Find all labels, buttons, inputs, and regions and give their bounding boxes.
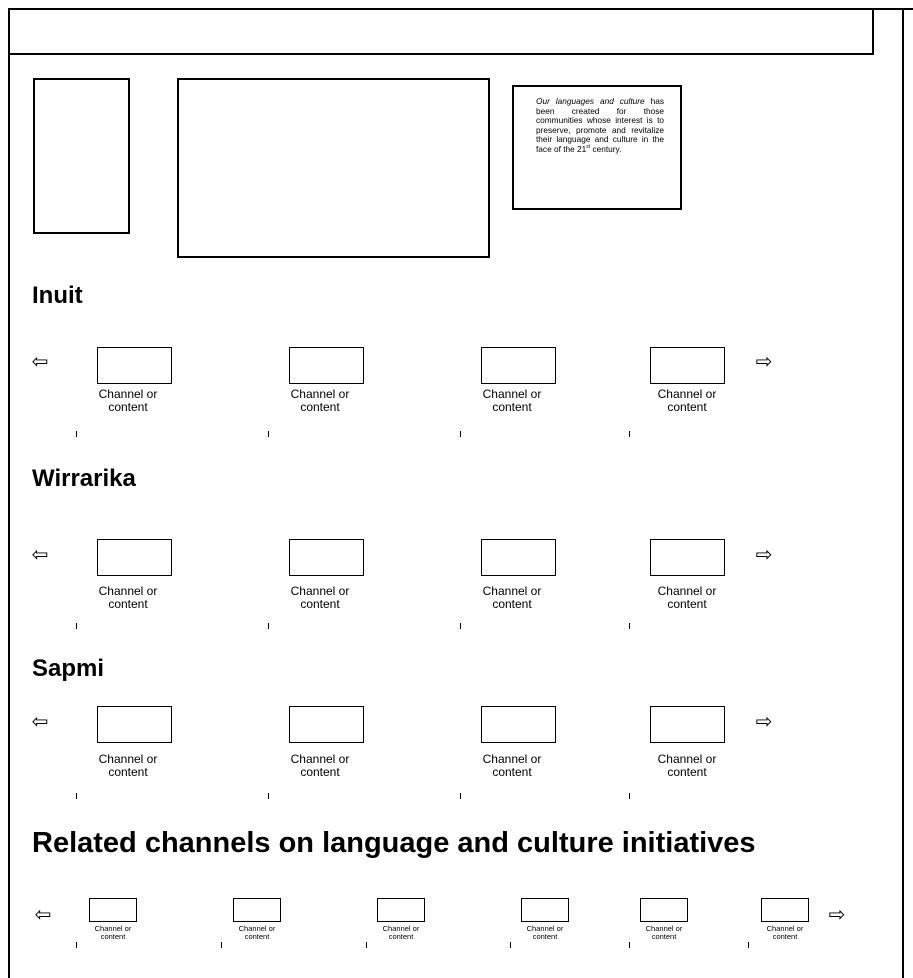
related-channel-caption xyxy=(371,925,431,941)
page-frame-right xyxy=(902,8,904,978)
intro-text-sup: st xyxy=(586,144,591,151)
related-channel-caption xyxy=(634,925,694,941)
caption-line1: Channel or xyxy=(766,924,804,933)
caption-line1: Channel or xyxy=(98,387,158,401)
tick-mark xyxy=(629,793,630,799)
channel-caption xyxy=(637,388,737,414)
prev-arrow-icon[interactable]: ⇦ xyxy=(34,904,52,926)
related-channel-caption xyxy=(83,925,143,941)
tick-mark xyxy=(510,942,511,948)
caption-line1: Channel or xyxy=(290,584,350,598)
channel-thumbnail[interactable] xyxy=(650,539,725,576)
caption-line2: content xyxy=(100,932,126,941)
tick-mark xyxy=(76,942,77,948)
tick-mark xyxy=(268,431,269,437)
next-arrow-icon[interactable]: ⇨ xyxy=(755,351,773,373)
caption-line2: content xyxy=(108,597,148,611)
prev-arrow-icon[interactable]: ⇦ xyxy=(31,711,49,733)
caption-line1: Channel or xyxy=(482,752,542,766)
tick-mark xyxy=(221,942,222,948)
next-arrow-icon[interactable]: ⇨ xyxy=(755,544,773,566)
prev-arrow-icon[interactable]: ⇦ xyxy=(31,351,49,373)
channel-thumbnail[interactable] xyxy=(97,539,172,576)
caption-line2: content xyxy=(300,400,340,414)
tick-mark xyxy=(366,942,367,948)
tick-mark xyxy=(629,942,630,948)
logo-placeholder xyxy=(33,78,130,234)
channel-caption xyxy=(462,585,562,611)
related-channel-thumbnail[interactable] xyxy=(233,898,281,922)
section-title-wirrarika: Wirrarika xyxy=(32,465,136,492)
channel-caption xyxy=(462,753,562,779)
caption-line1: Channel or xyxy=(290,752,350,766)
channel-caption xyxy=(462,388,562,414)
caption-line2: content xyxy=(300,597,340,611)
related-channel-thumbnail[interactable] xyxy=(640,898,688,922)
intro-box xyxy=(512,85,682,210)
caption-line2: content xyxy=(492,765,532,779)
intro-text xyxy=(536,97,664,155)
caption-line1: Channel or xyxy=(94,924,132,933)
related-channel-caption xyxy=(227,925,287,941)
caption-line2: content xyxy=(667,400,707,414)
tick-mark xyxy=(748,942,749,948)
tick-mark xyxy=(76,623,77,629)
tick-mark xyxy=(460,623,461,629)
caption-line2: content xyxy=(492,597,532,611)
caption-line2: content xyxy=(108,400,148,414)
tick-mark xyxy=(268,623,269,629)
channel-caption xyxy=(78,753,178,779)
caption-line1: Channel or xyxy=(238,924,276,933)
channel-caption xyxy=(637,585,737,611)
next-arrow-icon[interactable]: ⇨ xyxy=(755,711,773,733)
channel-thumbnail[interactable] xyxy=(650,706,725,743)
section-title-inuit: Inuit xyxy=(32,282,83,309)
tick-mark xyxy=(460,793,461,799)
page-frame-left xyxy=(8,8,10,978)
caption-line1: Channel or xyxy=(98,752,158,766)
caption-line2: content xyxy=(492,400,532,414)
channel-thumbnail[interactable] xyxy=(97,706,172,743)
caption-line2: content xyxy=(772,932,798,941)
caption-line1: Channel or xyxy=(657,752,717,766)
tick-mark xyxy=(76,793,77,799)
caption-line2: content xyxy=(108,765,148,779)
related-channel-thumbnail[interactable] xyxy=(377,898,425,922)
caption-line1: Channel or xyxy=(482,584,542,598)
caption-line1: Channel or xyxy=(382,924,420,933)
caption-line2: content xyxy=(651,932,677,941)
channel-thumbnail[interactable] xyxy=(289,347,364,384)
caption-line1: Channel or xyxy=(657,387,717,401)
caption-line2: content xyxy=(300,765,340,779)
channel-caption xyxy=(270,388,370,414)
channel-caption xyxy=(270,585,370,611)
intro-text-em: Our languages and culture xyxy=(536,96,645,106)
featured-media-placeholder[interactable] xyxy=(177,78,490,258)
related-channel-thumbnail[interactable] xyxy=(89,898,137,922)
channel-thumbnail[interactable] xyxy=(481,539,556,576)
channel-thumbnail[interactable] xyxy=(481,706,556,743)
caption-line1: Channel or xyxy=(98,584,158,598)
caption-line1: Channel or xyxy=(482,387,542,401)
tick-mark xyxy=(629,623,630,629)
prev-arrow-icon[interactable]: ⇦ xyxy=(31,544,49,566)
channel-thumbnail[interactable] xyxy=(289,539,364,576)
related-channel-thumbnail[interactable] xyxy=(761,898,809,922)
intro-text-end: century. xyxy=(590,143,622,154)
channel-thumbnail[interactable] xyxy=(481,347,556,384)
tick-mark xyxy=(629,431,630,437)
related-section-title: Related channels on language and culture initiatives xyxy=(32,827,756,859)
related-channel-caption xyxy=(515,925,575,941)
intro-text-rest: has been created for those communities whose interest is to preserve, promote and revitalize their language and culture in the face of the 21 xyxy=(536,96,664,154)
header-bar xyxy=(9,9,874,55)
next-arrow-icon[interactable]: ⇨ xyxy=(828,904,846,926)
channel-caption xyxy=(78,585,178,611)
tick-mark xyxy=(460,431,461,437)
caption-line1: Channel or xyxy=(290,387,350,401)
channel-thumbnail[interactable] xyxy=(97,347,172,384)
caption-line2: content xyxy=(244,932,270,941)
related-channel-caption xyxy=(755,925,815,941)
caption-line2: content xyxy=(532,932,558,941)
channel-caption xyxy=(78,388,178,414)
caption-line1: Channel or xyxy=(526,924,564,933)
related-channel-thumbnail[interactable] xyxy=(521,898,569,922)
channel-caption xyxy=(270,753,370,779)
tick-mark xyxy=(76,431,77,437)
tick-mark xyxy=(268,793,269,799)
channel-caption xyxy=(637,753,737,779)
caption-line2: content xyxy=(667,765,707,779)
channel-thumbnail[interactable] xyxy=(650,347,725,384)
section-title-sapmi: Sapmi xyxy=(32,655,105,682)
caption-line1: Channel or xyxy=(657,584,717,598)
channel-thumbnail[interactable] xyxy=(289,706,364,743)
caption-line2: content xyxy=(667,597,707,611)
caption-line2: content xyxy=(388,932,414,941)
caption-line1: Channel or xyxy=(645,924,683,933)
